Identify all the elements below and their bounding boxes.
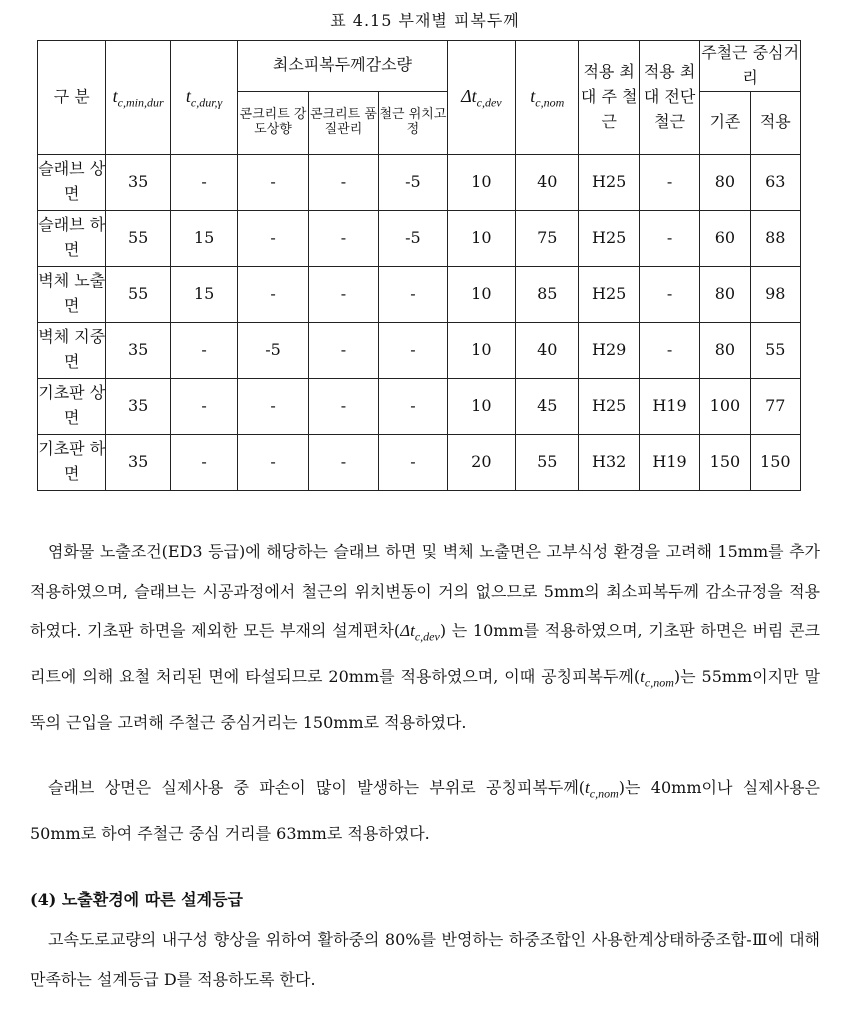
cell-existing: 150 [700,434,750,490]
cell-shear-rebar: - [639,154,699,210]
symbol-tc-nom: $t_{c,nom}$ [585,778,619,801]
header-reduction-fix: 철근 위치고정 [379,91,447,154]
cell-strength: - [238,378,308,434]
cell-strength: - [238,434,308,490]
cell-dt-dev: 10 [447,266,515,322]
section-heading: (4) 노출환경에 따른 설계등급 [30,890,244,909]
cell-applied: 55 [750,322,800,378]
table-row [38,378,801,434]
cell-shear-rebar: H19 [639,434,699,490]
cell-shear-rebar: - [639,210,699,266]
row-name: 벽체 노출면 [38,266,106,322]
header-dt-dev: $\Delta t_{c,dev}$ [447,41,515,155]
header-reduction-strength: 콘크리트 강도상향 [238,91,308,154]
cell-strength: - [238,154,308,210]
paragraph-slab-top: 슬래브 상면은 실제사용 중 파손이 많이 발생하는 부위로 공칭피복두께$(t_{c,nom})$는 40mm이나 실제사용은 50mm로 하여 주철근 중심 거리를 63mm로 적용하였다. [30,778,820,843]
cell-tc-dur: - [170,378,237,434]
table-row [38,210,801,266]
paragraph-chloride-exposure: 염화물 노출조건(ED3 등급)에 해당하는 슬래브 하면 및 벽체 노출면은 고부식성 환경을 고려해 15mm를 추가 적용하였으며, 슬래브는 시공과정에서 철근의 위치변동이 거의 없으므로 5mm의 최소피복두께 감소규정을 적용하였다. 기초판 하면을 제외한 모든 부재의 설계편차$(\Delta t_{c,dev})$ 는 10mm를 적용하였으며, 기초판 하면은 버림 콘크리트에 의해 요철 처리된 면에 타설되므로 20mm를 적용하였으며, 이때 공칭피복두께$(t_{c,nom})$는 55mm이지만 말뚝의 근입을 고려해 주철근 중심거리는 150mm로 적용하였다. [30,542,821,732]
cell-fix: -5 [379,210,447,266]
header-center-existing: 기존 [700,91,750,154]
cell-dt-dev: 10 [447,378,515,434]
header-tc-dur-gamma: $t_{c,dur,\gamma}$ [170,41,237,155]
cell-quality: - [308,266,378,322]
cell-applied: 98 [750,266,800,322]
cell-tc-nom: 40 [516,322,579,378]
cover-thickness-table [37,40,801,491]
cell-tc-nom: 75 [516,210,579,266]
cell-dt-dev: 10 [447,154,515,210]
cell-shear-rebar: H19 [639,378,699,434]
table-row [38,154,801,210]
cell-quality: - [308,322,378,378]
cell-tc-nom: 40 [516,154,579,210]
cell-quality: - [308,154,378,210]
cell-fix: -5 [379,154,447,210]
cell-main-rebar: H25 [579,154,639,210]
row-name: 슬래브 하면 [38,210,106,266]
header-division: 구 분 [38,41,106,155]
cell-tc-dur: - [170,434,237,490]
table-row [38,434,801,490]
cell-tc-nom: 85 [516,266,579,322]
header-center-distance: 주철근 중심거리 [700,41,801,92]
cell-main-rebar: H25 [579,210,639,266]
cell-tc-nom: 45 [516,378,579,434]
cell-applied: 77 [750,378,800,434]
cell-quality: - [308,434,378,490]
cell-shear-rebar: - [639,266,699,322]
cell-tc-nom: 55 [516,434,579,490]
symbol-tc-nom: $t_{c,nom}$ [640,666,674,690]
header-max-shear-rebar: 적용 최대 전단 철근 [639,41,699,155]
cell-main-rebar: H29 [579,322,639,378]
cell-existing: 60 [700,210,750,266]
header-reduction-group: 최소피복두께감소량 [238,41,447,92]
cell-tc-dur: 15 [170,266,237,322]
cell-fix: - [379,434,447,490]
table-caption: 표 4.15 부재별 피복두께 [330,11,520,30]
cell-main-rebar: H25 [579,378,639,434]
cell-dt-dev: 10 [447,322,515,378]
cell-strength: - [238,210,308,266]
cell-existing: 80 [700,322,750,378]
cell-fix: - [379,378,447,434]
cell-tc-min: 55 [106,266,170,322]
cell-tc-dur: 15 [170,210,237,266]
header-max-main-rebar: 적용 최대 주 철근 [579,41,639,155]
cell-tc-min: 35 [106,322,170,378]
header-tc-min-dur: $t_{c,min,dur}$ [106,41,170,155]
cell-tc-dur: - [170,154,237,210]
cell-strength: - [238,266,308,322]
cell-applied: 88 [750,210,800,266]
cell-existing: 100 [700,378,750,434]
cell-main-rebar: H32 [579,434,639,490]
cell-dt-dev: 20 [447,434,515,490]
cell-fix: - [379,322,447,378]
cell-shear-rebar: - [639,322,699,378]
table-row [38,322,801,378]
paragraph-design-grade: 고속도로교량의 내구성 향상을 위하여 활하중의 80%를 반영하는 하중조합인 사용한계상태하중조합-Ⅲ에 대해 만족하는 설계등급 D를 적용하도록 한다. [30,930,820,989]
cell-tc-min: 35 [106,378,170,434]
cell-tc-min: 35 [106,434,170,490]
cell-existing: 80 [700,266,750,322]
cell-applied: 150 [750,434,800,490]
cell-tc-min: 35 [106,154,170,210]
cell-tc-min: 55 [106,210,170,266]
cell-existing: 80 [700,154,750,210]
cell-main-rebar: H25 [579,266,639,322]
header-reduction-quality: 콘크리트 품질관리 [308,91,378,154]
row-name: 벽체 지중면 [38,322,106,378]
cell-applied: 63 [750,154,800,210]
row-name: 기초판 상면 [38,378,106,434]
cell-tc-dur: - [170,322,237,378]
row-name: 슬래브 상면 [38,154,106,210]
cell-strength: -5 [238,322,308,378]
cell-fix: - [379,266,447,322]
table-row [38,266,801,322]
cell-dt-dev: 10 [447,210,515,266]
cell-quality: - [308,210,378,266]
row-name: 기초판 하면 [38,434,106,490]
header-center-applied: 적용 [750,91,800,154]
symbol-dt-dev: $\Delta t_{c,dev}$ [400,621,440,644]
header-tc-nom: $t_{c,nom}$ [516,41,579,155]
cell-quality: - [308,378,378,434]
